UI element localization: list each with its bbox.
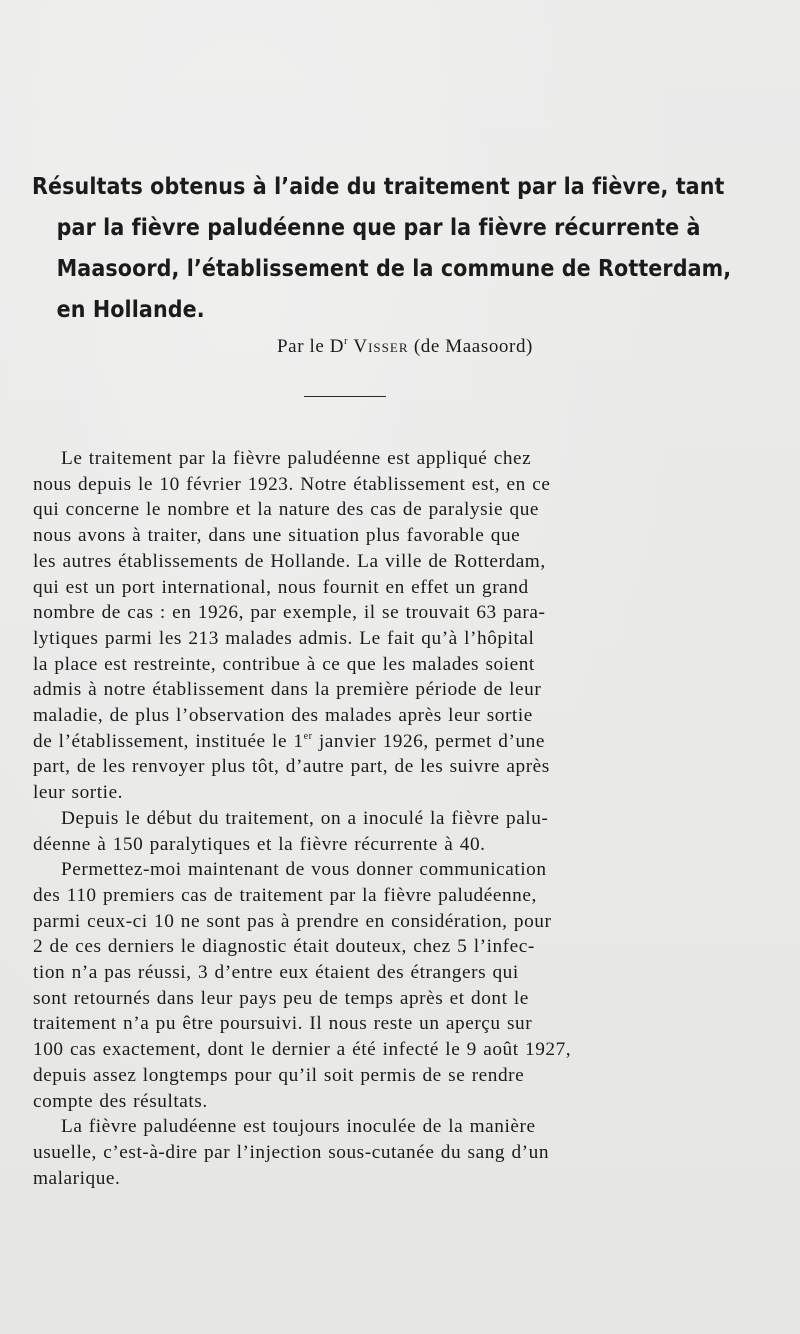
- text-line: Le traitement par la fièvre paludéenne est appliqué chez: [61, 448, 532, 469]
- text-line: [33, 729, 673, 755]
- text-line: la place est restreinte, contribue à ce que les malades soient: [33, 653, 535, 675]
- text-line: leur sortie.: [33, 782, 124, 804]
- text-line: déenne à 150 paralytiques et la fièvre récurrente à 40.: [33, 833, 486, 855]
- text-line: usuelle, c’est-à-dire par l’injection sous-cutanée du sang d’un: [33, 1141, 550, 1163]
- text-line: qui concerne le nombre et la nature des cas de paralysie que: [33, 499, 540, 521]
- title-line: par la fièvre paludéenne que par la fièvre récurrente à: [56, 213, 701, 241]
- text-line: maladie, de plus l’observation des malades après leur sortie: [33, 705, 533, 727]
- text-line: 100 cas exactement, dont le dernier a été infecté le 9 août 1927,: [33, 1039, 572, 1061]
- text-line: compte des résultats.: [33, 1090, 208, 1112]
- text-line: malarique.: [33, 1167, 121, 1189]
- text-line: les autres établissements de Hollande. La ville de Rotterdam,: [33, 550, 546, 572]
- author-byline: [0, 336, 800, 358]
- title-line: en Hollande.: [56, 295, 205, 323]
- text-line: admis à notre établissement dans la première période de leur: [33, 679, 542, 701]
- title-line: Maasoord, l’établissement de la commune de Rotterdam,: [56, 254, 732, 282]
- title-line: Résultats obtenus à l’aide du traitement par la fièvre, tant: [32, 172, 725, 200]
- article-title: [32, 166, 732, 330]
- author-name: Visser: [353, 336, 409, 357]
- text-line-part: de l’établissement, instituée le 1: [33, 730, 304, 752]
- text-line-part: janvier 1926, permet d’une: [312, 730, 545, 752]
- byline-prefix: Par le D: [277, 336, 345, 357]
- text-line: nous depuis le 10 février 1923. Notre établissement est, en ce: [33, 473, 551, 495]
- body-text: [33, 446, 673, 1191]
- author-affiliation: (de Maasoord): [413, 336, 533, 357]
- byline-sup: r: [344, 336, 349, 347]
- text-line: Depuis le début du traitement, on a inoculé la fièvre palu-: [61, 807, 549, 829]
- separator-rule: [304, 396, 386, 397]
- text-line: nombre de cas : en 1926, par exemple, il se trouvait 63 para-: [33, 602, 546, 624]
- text-line: Permettez-moi maintenant de vous donner communication: [61, 859, 547, 881]
- text-line: lytiques parmi les 213 malades admis. Le fait qu’à l’hôpital: [33, 627, 535, 649]
- text-line: part, de les renvoyer plus tôt, d’autre part, de les suivre après: [33, 756, 550, 778]
- text-sup: er: [303, 730, 313, 742]
- text-line: 2 de ces derniers le diagnostic était douteux, chez 5 l’infec-: [33, 936, 535, 958]
- text-line: des 110 premiers cas de traitement par la fièvre paludéenne,: [33, 884, 537, 906]
- text-line: traitement n’a pu être poursuivi. Il nous reste un aperçu sur: [33, 1013, 533, 1035]
- text-line: sont retournés dans leur pays peu de temps après et dont le: [33, 987, 529, 1009]
- text-line: qui est un port international, nous fournit en effet un grand: [33, 576, 529, 598]
- text-line: La fièvre paludéenne est toujours inoculée de la manière: [61, 1116, 536, 1138]
- text-line: nous avons à traiter, dans une situation plus favorable que: [33, 525, 521, 547]
- text-line: tion n’a pas réussi, 3 d’entre eux étaient des étrangers qui: [33, 962, 519, 984]
- text-line: depuis assez longtemps pour qu’il soit permis de se rendre: [33, 1064, 525, 1086]
- text-line: parmi ceux-ci 10 ne sont pas à prendre en considération, pour: [33, 910, 552, 932]
